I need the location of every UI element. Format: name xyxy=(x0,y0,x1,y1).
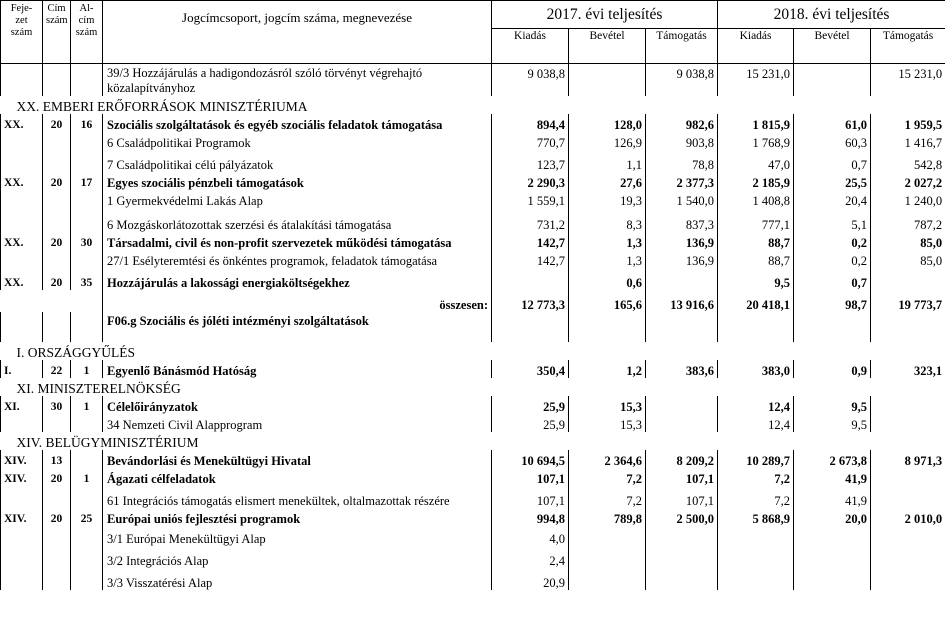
value-cell: 47,0 xyxy=(718,150,794,172)
value-cell: 88,7 xyxy=(718,250,794,268)
value-cell: 0,7 xyxy=(794,268,871,290)
value-cell xyxy=(794,312,871,342)
alcim-cell xyxy=(71,64,103,97)
value-cell: 9 038,8 xyxy=(492,64,569,97)
table-row xyxy=(1,486,945,508)
value-cell: 2 377,3 xyxy=(646,172,718,190)
cim-cell xyxy=(43,546,71,568)
fejezet-cell: XX. xyxy=(1,114,43,132)
fejezet-cell xyxy=(1,414,43,432)
table-row xyxy=(1,132,945,150)
fejezet-cell: I. xyxy=(1,360,43,378)
fejezet-cell xyxy=(1,190,43,208)
table-row xyxy=(1,150,945,172)
alcim-cell xyxy=(71,526,103,546)
value-cell: 15 231,0 xyxy=(871,64,945,97)
alcim-cell xyxy=(71,546,103,568)
name-cell: 61 Integrációs támogatás elismert menekültek, oltalmazottak részére xyxy=(103,486,492,508)
table-row xyxy=(1,208,945,232)
table-row xyxy=(1,250,945,268)
table-row xyxy=(1,64,945,97)
cim-cell xyxy=(43,568,71,590)
alcim-cell: 30 xyxy=(71,232,103,250)
alcim-cell: 1 xyxy=(71,396,103,414)
table-row xyxy=(1,312,945,342)
fejezet-cell: XIV. xyxy=(1,508,43,526)
value-cell: 894,4 xyxy=(492,114,569,132)
cim-cell xyxy=(43,526,71,546)
value-cell xyxy=(718,568,794,590)
value-cell xyxy=(646,568,718,590)
header-tamogatas-2017: Támogatás xyxy=(646,29,718,64)
alcim-cell xyxy=(71,150,103,172)
value-cell: 7,2 xyxy=(569,486,646,508)
value-cell xyxy=(646,414,718,432)
value-cell: 1 768,9 xyxy=(718,132,794,150)
table-row xyxy=(1,450,945,468)
alcim-cell xyxy=(71,132,103,150)
value-cell: 2 027,2 xyxy=(871,172,945,190)
table-row xyxy=(1,468,945,486)
alcim-cell xyxy=(71,312,103,342)
value-cell: 20,0 xyxy=(794,508,871,526)
value-cell xyxy=(492,268,569,290)
value-cell: 731,2 xyxy=(492,208,569,232)
header-2017: 2017. évi teljesítés xyxy=(492,1,718,29)
name-cell: 34 Nemzeti Civil Alapprogram xyxy=(103,414,492,432)
value-cell: 136,9 xyxy=(646,232,718,250)
value-cell: 60,3 xyxy=(794,132,871,150)
header-cim: Cím szám xyxy=(43,1,71,64)
value-cell: 2 010,0 xyxy=(871,508,945,526)
table-row xyxy=(1,232,945,250)
name-cell: Ágazati célfeladatok xyxy=(103,468,492,486)
value-cell: 165,6 xyxy=(569,290,646,312)
name-cell: 6 Mozgáskorlátozottak szerzési és átalakítási támogatása xyxy=(103,208,492,232)
fejezet-cell: XIV. xyxy=(1,450,43,468)
cim-cell: 20 xyxy=(43,508,71,526)
value-cell: 10 694,5 xyxy=(492,450,569,468)
value-cell xyxy=(871,468,945,486)
value-cell: 61,0 xyxy=(794,114,871,132)
value-cell: 8 971,3 xyxy=(871,450,945,468)
value-cell: 1 959,5 xyxy=(871,114,945,132)
value-cell: 542,8 xyxy=(871,150,945,172)
name-cell: Egyes szociális pénzbeli támogatások xyxy=(103,172,492,190)
alcim-cell: 1 xyxy=(71,360,103,378)
fejezet-cell xyxy=(1,568,43,590)
value-cell: 1 559,1 xyxy=(492,190,569,208)
value-cell xyxy=(646,526,718,546)
value-cell: 2 364,6 xyxy=(569,450,646,468)
table-row xyxy=(1,172,945,190)
name-cell: Társadalmi, civil és non-profit szervezetek működési támogatása xyxy=(103,232,492,250)
value-cell: 15,3 xyxy=(569,396,646,414)
value-cell xyxy=(871,568,945,590)
cim-cell: 22 xyxy=(43,360,71,378)
alcim-cell: 25 xyxy=(71,508,103,526)
value-cell xyxy=(492,312,569,342)
name-cell: 3/3 Visszatérési Alap xyxy=(103,568,492,590)
value-cell: 2 500,0 xyxy=(646,508,718,526)
alcim-cell xyxy=(71,414,103,432)
name-cell: 39/3 Hozzájárulás a hadigondozásról szóló törvényt végrehajtó közalapítványhoz xyxy=(103,64,492,97)
value-cell: 0,7 xyxy=(794,150,871,172)
name-cell: 6 Családpolitikai Programok xyxy=(103,132,492,150)
name-cell: Bevándorlási és Menekültügyi Hivatal xyxy=(103,450,492,468)
value-cell: 12,4 xyxy=(718,414,794,432)
value-cell: 7,2 xyxy=(718,486,794,508)
name-cell: 3/1 Európai Menekültügyi Alap xyxy=(103,526,492,546)
fejezet-cell: XX. xyxy=(1,232,43,250)
cim-cell xyxy=(43,150,71,172)
table-row xyxy=(1,414,945,432)
value-cell xyxy=(871,486,945,508)
alcim-cell: 16 xyxy=(71,114,103,132)
value-cell: 1,3 xyxy=(569,232,646,250)
value-cell: 1 416,7 xyxy=(871,132,945,150)
fejezet-cell xyxy=(1,546,43,568)
value-cell: 25,9 xyxy=(492,414,569,432)
value-cell: 2,4 xyxy=(492,546,569,568)
alcim-cell xyxy=(71,568,103,590)
value-cell xyxy=(569,526,646,546)
value-cell: 1 408,8 xyxy=(718,190,794,208)
value-cell xyxy=(871,268,945,290)
value-cell xyxy=(871,526,945,546)
section-title: XI. MINISZTERELNÖKSÉG xyxy=(16,381,181,396)
value-cell: 20 418,1 xyxy=(718,290,794,312)
header-fejezet: Feje- zet szám xyxy=(1,1,43,64)
value-cell: 19 773,7 xyxy=(871,290,945,312)
value-cell: 12 773,3 xyxy=(492,290,569,312)
value-cell: 12,4 xyxy=(718,396,794,414)
fejezet-cell xyxy=(1,290,43,312)
name-cell: 27/1 Esélyteremtési és önkéntes programok, feladatok támogatása xyxy=(103,250,492,268)
table-row xyxy=(1,546,945,568)
value-cell: 25,5 xyxy=(794,172,871,190)
value-cell: 994,8 xyxy=(492,508,569,526)
value-cell xyxy=(646,312,718,342)
name-cell: Európai uniós fejlesztési programok xyxy=(103,508,492,526)
fejezet-cell xyxy=(1,250,43,268)
value-cell: 128,0 xyxy=(569,114,646,132)
value-cell: 25,9 xyxy=(492,396,569,414)
fejezet-cell: XX. xyxy=(1,268,43,290)
value-cell xyxy=(569,568,646,590)
value-cell: 15,3 xyxy=(569,414,646,432)
name-cell: F06.g Szociális és jóléti intézményi szolgáltatások xyxy=(103,312,492,342)
value-cell: 41,9 xyxy=(794,468,871,486)
value-cell: 383,6 xyxy=(646,360,718,378)
value-cell xyxy=(794,526,871,546)
value-cell: 7,2 xyxy=(718,468,794,486)
cim-cell: 20 xyxy=(43,268,71,290)
value-cell: 15 231,0 xyxy=(718,64,794,97)
value-cell: 770,7 xyxy=(492,132,569,150)
value-cell: 777,1 xyxy=(718,208,794,232)
name-cell: Hozzájárulás a lakossági energiaköltségekhez xyxy=(103,268,492,290)
value-cell: 0,9 xyxy=(794,360,871,378)
value-cell: 8 209,2 xyxy=(646,450,718,468)
total-row xyxy=(1,290,945,312)
value-cell: 2 673,8 xyxy=(794,450,871,468)
name-cell: Egyenlő Bánásmód Hatóság xyxy=(103,360,492,378)
table-row xyxy=(1,508,945,526)
cim-cell: 20 xyxy=(43,468,71,486)
cim-cell xyxy=(43,208,71,232)
value-cell: 1 815,9 xyxy=(718,114,794,132)
value-cell: 1 540,0 xyxy=(646,190,718,208)
section-title: XIV. BELÜGYMINISZTÉRIUM xyxy=(16,435,199,450)
value-cell: 78,8 xyxy=(646,150,718,172)
fejezet-cell xyxy=(1,486,43,508)
value-cell: 85,0 xyxy=(871,232,945,250)
value-cell: 85,0 xyxy=(871,250,945,268)
value-cell xyxy=(646,268,718,290)
value-cell: 9,5 xyxy=(794,396,871,414)
value-cell: 837,3 xyxy=(646,208,718,232)
value-cell: 107,1 xyxy=(646,486,718,508)
table-row xyxy=(1,396,945,414)
cim-cell: 30 xyxy=(43,396,71,414)
cim-cell: 13 xyxy=(43,450,71,468)
header-bevetel-2018: Bevétel xyxy=(794,29,871,64)
table-body xyxy=(1,64,945,591)
value-cell xyxy=(569,546,646,568)
cim-cell xyxy=(43,414,71,432)
value-cell: 19,3 xyxy=(569,190,646,208)
cim-cell xyxy=(43,312,71,342)
table-row xyxy=(1,526,945,546)
value-cell: 982,6 xyxy=(646,114,718,132)
name-cell: 3/2 Integrációs Alap xyxy=(103,546,492,568)
fejezet-cell xyxy=(1,526,43,546)
value-cell xyxy=(569,64,646,97)
table-row xyxy=(1,268,945,290)
value-cell xyxy=(871,312,945,342)
section-row xyxy=(1,378,945,396)
value-cell: 136,9 xyxy=(646,250,718,268)
alcim-cell xyxy=(71,290,103,312)
value-cell xyxy=(794,546,871,568)
value-cell: 1 240,0 xyxy=(871,190,945,208)
cim-cell xyxy=(43,132,71,150)
fejezet-cell xyxy=(1,312,43,342)
table-row xyxy=(1,360,945,378)
header-alcim: Al- cím szám xyxy=(71,1,103,64)
header-kiadas-2017: Kiadás xyxy=(492,29,569,64)
alcim-cell xyxy=(71,250,103,268)
value-cell: 2 185,9 xyxy=(718,172,794,190)
table-row xyxy=(1,568,945,590)
cim-cell: 20 xyxy=(43,114,71,132)
value-cell: 27,6 xyxy=(569,172,646,190)
name-cell: 7 Családpolitikai célú pályázatok xyxy=(103,150,492,172)
name-cell: összesen: xyxy=(103,290,492,312)
value-cell: 903,8 xyxy=(646,132,718,150)
value-cell: 88,7 xyxy=(718,232,794,250)
value-cell xyxy=(569,312,646,342)
value-cell xyxy=(871,414,945,432)
table-row xyxy=(1,190,945,208)
value-cell xyxy=(718,526,794,546)
section-row xyxy=(1,432,945,450)
value-cell: 9,5 xyxy=(718,268,794,290)
value-cell: 5,1 xyxy=(794,208,871,232)
value-cell xyxy=(646,396,718,414)
cim-cell: 20 xyxy=(43,172,71,190)
value-cell: 0,2 xyxy=(794,232,871,250)
value-cell: 4,0 xyxy=(492,526,569,546)
value-cell xyxy=(718,312,794,342)
value-cell: 5 868,9 xyxy=(718,508,794,526)
cim-cell xyxy=(43,64,71,97)
cim-cell: 20 xyxy=(43,232,71,250)
section-title: XX. EMBERI ERŐFORRÁSOK MINISZTÉRIUMA xyxy=(16,99,308,114)
value-cell: 98,7 xyxy=(794,290,871,312)
value-cell: 1,2 xyxy=(569,360,646,378)
fejezet-cell xyxy=(1,208,43,232)
alcim-cell: 35 xyxy=(71,268,103,290)
value-cell: 123,7 xyxy=(492,150,569,172)
alcim-cell: 1 xyxy=(71,468,103,486)
value-cell: 1,3 xyxy=(569,250,646,268)
value-cell: 8,3 xyxy=(569,208,646,232)
value-cell: 789,8 xyxy=(569,508,646,526)
section-title: I. ORSZÁGGYŰLÉS xyxy=(16,345,136,360)
value-cell: 383,0 xyxy=(718,360,794,378)
value-cell: 13 916,6 xyxy=(646,290,718,312)
header-tamogatas-2018: Támogatás xyxy=(871,29,945,64)
value-cell xyxy=(794,568,871,590)
section-row xyxy=(1,342,945,360)
fejezet-cell: XIV. xyxy=(1,468,43,486)
value-cell: 142,7 xyxy=(492,232,569,250)
value-cell: 7,2 xyxy=(569,468,646,486)
value-cell xyxy=(718,546,794,568)
header-kiadas-2018: Kiadás xyxy=(718,29,794,64)
value-cell: 20,4 xyxy=(794,190,871,208)
header-2018: 2018. évi teljesítés xyxy=(718,1,945,29)
cim-cell xyxy=(43,250,71,268)
value-cell xyxy=(871,546,945,568)
value-cell xyxy=(794,64,871,97)
alcim-cell xyxy=(71,450,103,468)
value-cell: 1,1 xyxy=(569,150,646,172)
value-cell: 107,1 xyxy=(492,468,569,486)
value-cell: 787,2 xyxy=(871,208,945,232)
value-cell: 20,9 xyxy=(492,568,569,590)
name-cell: 1 Gyermekvédelmi Lakás Alap xyxy=(103,190,492,208)
value-cell xyxy=(646,546,718,568)
value-cell: 2 290,3 xyxy=(492,172,569,190)
value-cell: 126,9 xyxy=(569,132,646,150)
alcim-cell xyxy=(71,208,103,232)
name-cell: Szociális szolgáltatások és egyéb szociális feladatok támogatása xyxy=(103,114,492,132)
cim-cell xyxy=(43,190,71,208)
fejezet-cell xyxy=(1,64,43,97)
value-cell: 9,5 xyxy=(794,414,871,432)
name-cell: Célelőirányzatok xyxy=(103,396,492,414)
value-cell: 350,4 xyxy=(492,360,569,378)
header-name: Jogcímcsoport, jogcím száma, megnevezése xyxy=(103,1,492,64)
fejezet-cell: XX. xyxy=(1,172,43,190)
fejezet-cell: XI. xyxy=(1,396,43,414)
value-cell xyxy=(871,396,945,414)
value-cell: 107,1 xyxy=(646,468,718,486)
header-bevetel-2017: Bevétel xyxy=(569,29,646,64)
section-row xyxy=(1,96,945,114)
value-cell: 323,1 xyxy=(871,360,945,378)
table-row xyxy=(1,114,945,132)
alcim-cell xyxy=(71,190,103,208)
alcim-cell xyxy=(71,486,103,508)
cim-cell xyxy=(43,486,71,508)
fejezet-cell xyxy=(1,150,43,172)
value-cell: 142,7 xyxy=(492,250,569,268)
value-cell: 0,6 xyxy=(569,268,646,290)
value-cell: 41,9 xyxy=(794,486,871,508)
cim-cell xyxy=(43,290,71,312)
value-cell: 0,2 xyxy=(794,250,871,268)
value-cell: 10 289,7 xyxy=(718,450,794,468)
alcim-cell: 17 xyxy=(71,172,103,190)
value-cell: 107,1 xyxy=(492,486,569,508)
fejezet-cell xyxy=(1,132,43,150)
value-cell: 9 038,8 xyxy=(646,64,718,97)
